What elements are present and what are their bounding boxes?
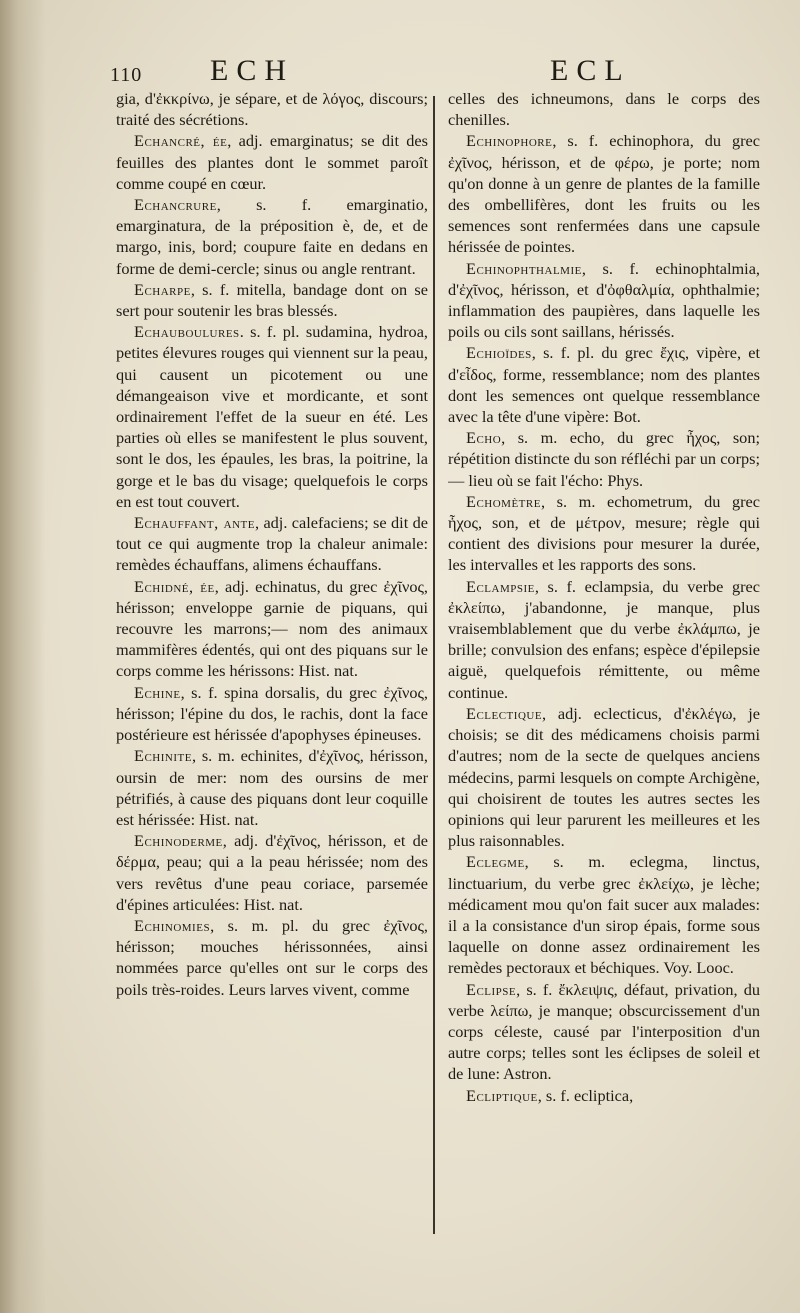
entry-definition: , s. f. ecliptica, — [537, 1085, 634, 1105]
running-head-left: ECH — [210, 54, 294, 87]
dictionary-entry — [448, 851, 760, 978]
entry-headword: Echancrure — [134, 195, 217, 215]
dictionary-entry — [116, 576, 428, 682]
dictionary-entry — [116, 130, 428, 194]
entry-definition: , adj. calefaciens; se dit de tout ce qui augmente trop la chaleur animale: remèdes échauffans, alimens échauffans. — [116, 513, 428, 575]
entry-headword: Eclegme — [466, 852, 525, 872]
dictionary-entry — [116, 194, 428, 279]
entry-definition: , s. f. eclampsia, du verbe grec ἐκλείπω, j'abandonne, je manque, plus vraisemblablement que du verbe ἐκλάμπω, je brille; convulsion des enfans; espèce d'épilepsie aiguë, quelquefois rémittente, ou même continue. — [448, 576, 760, 702]
entry-definition: , adj. d'ἐχῖνος, hérisson, et de δέρμα, peau; qui a la peau hérissée; nom des vers revêtus d'une peau coriace, parsemée d'épines articulées: Hist. nat. — [116, 831, 428, 914]
entry-headword: Echine — [134, 682, 181, 702]
dictionary-entry — [116, 830, 428, 915]
left-column — [116, 88, 428, 1238]
entry-definition: , adj. echinatus, du grec ἐχῖνος, hérisson; enveloppe garnie de piquans, qui recouvre les marrons;— nom des animaux mammifères édentés, qui ont des piquans sur le corps comme les hérissons: Hist. nat. — [116, 576, 428, 681]
dictionary-entry — [448, 491, 760, 576]
entry-headword: Echomètre — [466, 491, 541, 511]
dictionary-entry — [116, 512, 428, 576]
entry-definition: . s. f. pl. sudamina, hydroa, petites élevures rouges qui viennent sur la peau, qui causent un picotement ou une démangeaison vive et mordicante, et sont ordinairement l'effet de la sueur en été. Les parties où elles se manifestent le plus souvent, sont le dos, les épaules, les bras, la poitrine, la gorge et le bas du visage; quelquefois le corps en est tout couvert. — [116, 322, 428, 511]
dictionary-entry — [116, 88, 428, 130]
entry-headword: Eclipse — [466, 979, 517, 999]
entry-definition: , s. m. echometrum, du grec ἦχος, son, et de μέτρον, mesure; règle qui contient des divisions pour mesurer la durée, les intervalles et les rapports des sons. — [448, 491, 760, 575]
entry-headword: Echinite — [134, 746, 192, 766]
column-divider — [433, 96, 435, 1234]
entry-headword: Echauboulures — [134, 322, 240, 342]
dictionary-entry — [116, 321, 428, 512]
entry-definition: gia, d'ἐκκρίνω, je sépare, et de λόγος, discours; traité des sécrétions. — [116, 89, 428, 130]
entry-headword: Eclectique — [466, 703, 543, 723]
entry-headword: Echauffant, ante — [134, 513, 255, 533]
entry-definition: , s. m. eclegma, linctus, linctuarium, du verbe grec ἐκλείχω, je lèche; médicament mou qu'on fait sucer aux malades: il a la consistance d'un sirop épais, forme sous laquelle on donne assez ordinairement les remèdes pectoraux et béchiques. Voy. Looc. — [448, 852, 760, 978]
entry-headword: Echinoderme — [134, 831, 223, 851]
entry-definition: , s. m. echo, du grec ἦχος, son; répétition distincte du son réfléchi par un corps; — lieu où se fait l'écho: Phys. — [448, 428, 760, 490]
entry-definition: , adj. eclecticus, d'ἐκλέγω, je choisis; se dit des médicamens choisis parmi d'autres; nom de la secte de quelques anciens médecins, parmi lesquels on compte Archigène, qui choisirent de toutes les autres sectes les opinions qui leur parurent les meilleures et les plus raisonnables. — [448, 703, 760, 851]
dictionary-entry — [116, 279, 428, 321]
dictionary-entry — [116, 745, 428, 830]
dictionary-entry — [448, 258, 760, 343]
entry-definition: celles des ichneumons, dans le corps des chenilles. — [448, 89, 760, 130]
entry-definition: , s. f. ἔκλειψις, défaut, privation, du verbe λείπω, je manque; obscurcissement d'un corps céleste, causé par l'interposition d'un autre corps; telles sont les éclipses de soleil et de lune: Astron. — [448, 979, 760, 1084]
entry-definition: , s. f. emarginatio, emarginatura, de la préposition è, de, et de margo, inis, bord; coupure faite en dedans en forme de demi-cercle; sinus ou angle rentrant. — [116, 195, 428, 278]
entry-definition: , adj. emarginatus; se dit des feuilles des plantes dont le sommet paroît comme coupé en cœur. — [116, 131, 428, 193]
dictionary-entry — [116, 915, 428, 1000]
entry-headword: Ecliptique — [466, 1085, 538, 1105]
dictionary-entry — [116, 682, 428, 746]
dictionary-entry — [448, 427, 760, 491]
dictionary-entry — [448, 130, 760, 257]
entry-headword: Echo — [466, 428, 502, 448]
entry-headword: Eclampsie — [466, 576, 535, 596]
running-head-right: ECL — [550, 54, 631, 87]
entry-headword: Echarpe — [134, 279, 191, 299]
dictionary-entry — [448, 1085, 760, 1106]
entry-definition: , s. m. echinites, d'ἐχῖνος, hérisson, oursin de mer: nom des oursins de mer pétrifiés, à cause des piquans dont leur coquille est hérissée: Hist. nat. — [116, 746, 428, 829]
entry-headword: Echinophthalmie — [466, 258, 582, 278]
entry-headword: Echidné, ée — [134, 576, 215, 596]
entry-headword: Echioïdes — [466, 343, 532, 363]
entry-headword: Echancré, ée — [134, 131, 228, 151]
entry-definition: , s. f. spina dorsalis, du grec ἐχῖνος, hérisson; l'épine du dos, le rachis, dont la face postérieure est hérissée d'apophyses épineuses. — [116, 682, 428, 745]
page-number: 110 — [110, 64, 143, 86]
entry-headword: Echinophore — [466, 131, 553, 151]
entry-definition: , s. f. mitella, bandage dont on se sert pour soutenir les bras blessés. — [116, 279, 428, 321]
dictionary-entry — [448, 576, 760, 703]
dictionary-entry — [448, 342, 760, 427]
entry-headword: Echinomies — [134, 915, 211, 935]
entry-definition: , s. f. echinophora, du grec ἐχῖνος, hérisson, et de φέρω, je porte; nom qu'on donne à un genre de plantes de la famille des ombellifères, dont les fruits ou les semences sont renfermées dans une capsule hérissée de pointes. — [448, 131, 760, 257]
entry-definition: , s. f. echinophtalmia, d'ἐχῖνος, hérisson, et d'ὀφθαλμία, ophthalmie; inflammation des paupières, dans laquelle les poils ou cils sont saillans, hérissés. — [448, 258, 760, 342]
gutter-shadow — [0, 0, 46, 1313]
dictionary-entry — [448, 703, 760, 851]
entry-definition: , s. f. pl. du grec ἔχις, vipère, et d'εἶδος, forme, ressemblance; nom des plantes dont les semences ont quelque ressemblance avec la tête d'une vipère: Bot. — [448, 343, 760, 427]
dictionary-entry — [448, 979, 760, 1085]
entry-definition: , s. m. pl. du grec ἐχῖνος, hérisson; mouches hérissonnées, ainsi nommées parce qu'elles ont sur le corps des poils très-roides. Leurs larves vivent, comme — [116, 915, 428, 999]
dictionary-entry — [448, 88, 760, 130]
right-column — [448, 88, 760, 1238]
